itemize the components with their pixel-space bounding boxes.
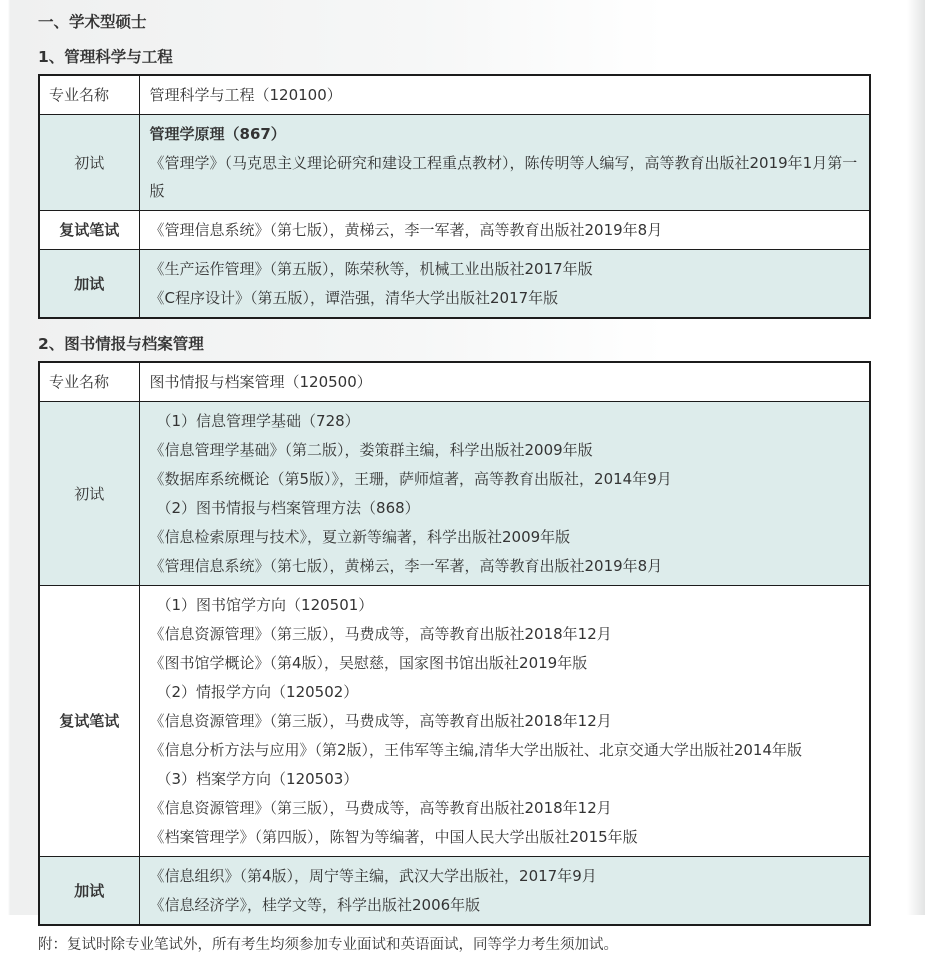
- table-heading: 1、管理科学与工程: [38, 48, 173, 66]
- subject-line: （3）档案学方向（120503）: [156, 770, 359, 788]
- table-row: [39, 362, 870, 402]
- row-label: 加试: [39, 250, 139, 319]
- row-content: [139, 115, 870, 211]
- page-edge-shadow: [907, 0, 925, 915]
- row-content: [139, 362, 870, 402]
- table-row: [39, 75, 870, 115]
- book-reference-line: 《C程序设计》（第五版），谭浩强，清华大学出版社2017年版: [149, 289, 559, 307]
- tables-container: [38, 45, 925, 926]
- book-reference-line: 《信息资源管理》（第三版），马费成等，高等教育出版社2018年12月: [149, 712, 612, 730]
- book-reference-line: 《图书馆学概论》（第4版），吴慰慈，国家图书馆出版社2019年版: [149, 654, 588, 672]
- table-row: [39, 211, 870, 250]
- row-content: [139, 211, 870, 250]
- row-label: 复试笔试: [39, 211, 139, 250]
- table-heading: 2、图书情报与档案管理: [38, 335, 204, 353]
- row-label: 加试: [39, 857, 139, 926]
- subject-line: （2）情报学方向（120502）: [156, 683, 359, 701]
- table-row: [39, 586, 870, 857]
- subject-table: [38, 361, 871, 926]
- book-reference-line: 《信息管理学基础》（第二版），娄策群主编，科学出版社2009年版: [149, 441, 593, 459]
- subject-line: （1）信息管理学基础（728）: [156, 412, 360, 430]
- subject-line: 图书情报与档案管理（120500）: [149, 373, 372, 391]
- book-reference-line: 《信息资源管理》（第三版），马费成等，高等教育出版社2018年12月: [149, 625, 612, 643]
- row-content: [139, 586, 870, 857]
- row-label: 专业名称: [39, 362, 139, 402]
- table-row: [39, 402, 870, 586]
- table-row: [39, 250, 870, 319]
- book-reference-line: 《管理信息系统》（第七版），黄梯云，李一军著，高等教育出版社2019年8月: [149, 557, 663, 575]
- subject-table: [38, 74, 871, 319]
- subject-line: （2）图书情报与档案管理方法（868）: [156, 499, 420, 517]
- row-label: 初试: [39, 402, 139, 586]
- book-reference-line: 《管理信息系统》（第七版），黄梯云，李一军著，高等教育出版社2019年8月: [149, 221, 663, 239]
- book-reference-line: 《信息检索原理与技术》，夏立新等编著，科学出版社2009年版: [149, 528, 571, 546]
- subject-line: （1）图书馆学方向（120501）: [156, 596, 374, 614]
- book-reference-line: 《信息经济学》，桂学文等，科学出版社2006年版: [149, 896, 481, 914]
- row-content: [139, 250, 870, 319]
- book-reference-line: 《信息资源管理》（第三版），马费成等，高等教育出版社2018年12月: [149, 799, 612, 817]
- book-reference-line: 《生产运作管理》（第五版），陈荣秋等，机械工业出版社2017年版: [149, 260, 593, 278]
- section-title: 一、学术型硕士: [38, 13, 147, 31]
- row-content: [139, 402, 870, 586]
- table-row: [39, 115, 870, 211]
- row-label: 初试: [39, 115, 139, 211]
- subject-line: 管理学原理（867）: [149, 125, 286, 143]
- row-content: [139, 75, 870, 115]
- book-reference-line: 《数据库系统概论（第5版）》，王珊，萨师煊著，高等教育出版社，2014年9月: [149, 470, 672, 488]
- book-reference-line: 《管理学》（马克思主义理论研究和建设工程重点教材），陈传明等人编写，高等教育出版社2019年1月第一版: [149, 154, 858, 200]
- subject-line: 管理科学与工程（120100）: [149, 86, 342, 104]
- row-label: 复试笔试: [39, 586, 139, 857]
- row-label: 专业名称: [39, 75, 139, 115]
- book-reference-line: 《信息分析方法与应用》（第2版），王伟军等主编,清华大学出版社、北京交通大学出版社2014年版: [149, 741, 802, 759]
- book-reference-line: 《档案管理学》（第四版），陈智为等编著，中国人民大学出版社2015年版: [149, 828, 638, 846]
- footnote: 附：复试时除专业笔试外，所有考生均须参加专业面试和英语面试，同等学力考生须加试。: [38, 937, 618, 953]
- book-reference-line: 《信息组织》（第4版），周宁等主编，武汉大学出版社，2017年9月: [149, 867, 597, 885]
